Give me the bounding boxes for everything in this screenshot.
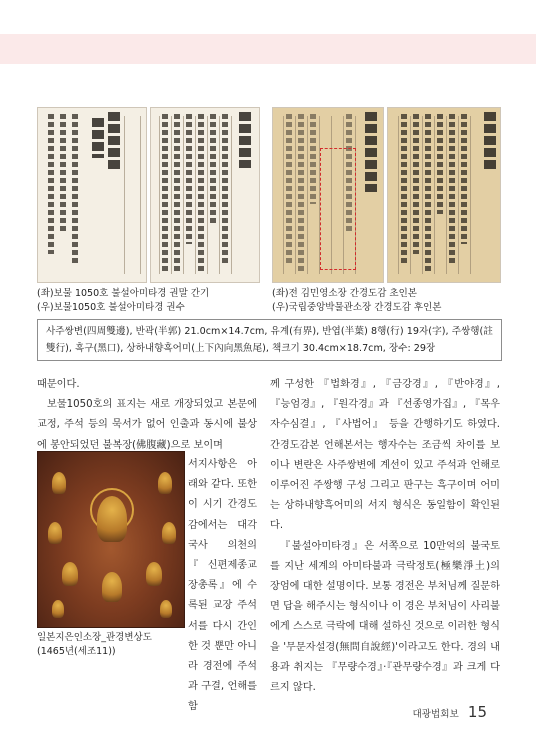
sutra-first-page-photo: [150, 107, 260, 283]
caption-line: (우)보물1050호 불설아미타경 권수: [37, 302, 185, 313]
publication-name: 대광법회보: [412, 709, 459, 720]
caption-line: 일본지은인소장_관경변상도: [37, 632, 152, 643]
first-print-photo: [272, 107, 384, 283]
caption-line: (좌)보물 1050호 불설아미타경 권말 간기: [37, 288, 210, 299]
paragraph: 때문이다.: [37, 379, 80, 390]
caption-line: (1465년(세조11)): [37, 646, 116, 657]
page-footer: [412, 702, 487, 721]
paragraph: 께 구성한 『법화경』, 『금강경』, 『반야경』, 『능엄경』, 『원각경』과 『선종영가집』, 『목우자수심결』, 『사법어』 등을 간행하기도 하였다. 간경도감본 언해본서는 행자수는 조금씩 차이를 보이나 변란은 사주쌍변에 계선이 있고 주석과 언해로 이루어진 주쌍행 구성 그리고 판구는 흑구이며 어미는 상하내향흑어미의 서지 형식은 동일함이 확인된다.: [270, 379, 500, 532]
left-photo-caption: [37, 287, 209, 315]
gwangyeong-painting-image: [37, 451, 185, 628]
later-print-photo: [387, 107, 501, 283]
caption-line: (우)국립중앙박물관소장 간경도감 후인본: [272, 302, 442, 313]
paragraph: 보물1050호의 표지는 새로 개장되었고 본문에 교정, 주석 등의 묵서가 없어 인출과 동시에 불상에 봉안되었던 불복장(佛腹藏)으로 보이며: [37, 399, 257, 451]
bibliographic-info-text: 사주쌍변(四周雙邊), 반곽(半郭) 21.0cm×14.7cm, 유계(有界), 반엽(半葉) 8행(行) 19자(字), 주쌍행(註雙行), 흑구(黑口), 상하내향흑어미(上下內向黑魚尾), 책크기 30.4cm×18.7cm, 장수: 29장: [46, 326, 493, 354]
caption-line: (좌)전 김민영소장 간경도감 초인본: [272, 288, 417, 299]
right-photo-caption: [272, 287, 441, 315]
bibliographic-info-box: [37, 319, 502, 361]
left-column-top: [37, 375, 257, 456]
header-band: [0, 34, 536, 64]
left-column-narrow: [188, 455, 257, 718]
sutra-colophon-photo: [37, 107, 147, 283]
page-number: 15: [467, 703, 487, 721]
highlight-box: [320, 148, 356, 270]
right-column: [270, 375, 500, 698]
paragraph: 서지사항은 아래와 같다. 또한 이 시기 간경도감에서는 대각국사 의천의 『신편제종교장총록』에 수록된 교장 주석서를 다시 간인한 것 뿐만 아니라 경전에 주석과 구결, 언해를 함: [188, 459, 257, 713]
painting-caption: [37, 631, 152, 659]
paragraph: 『불설아미타경』은 서쪽으로 10만억의 불국토를 지난 세계의 아미타불과 극락정토(極樂淨土)의 장엄에 대한 설명이다. 보통 경전은 부처님께 질문하면 답을 해주시는 형식이나 이 경은 부처님이 사리불에게 스스로 극락에 대해 설하신 것으로 이러한 형식을 '무문자설경(無問自說經)'이라고도 한다. 경의 내용과 취지는 『무량수경』·『관무량수경』과 크게 다르지 않다.: [270, 540, 500, 694]
